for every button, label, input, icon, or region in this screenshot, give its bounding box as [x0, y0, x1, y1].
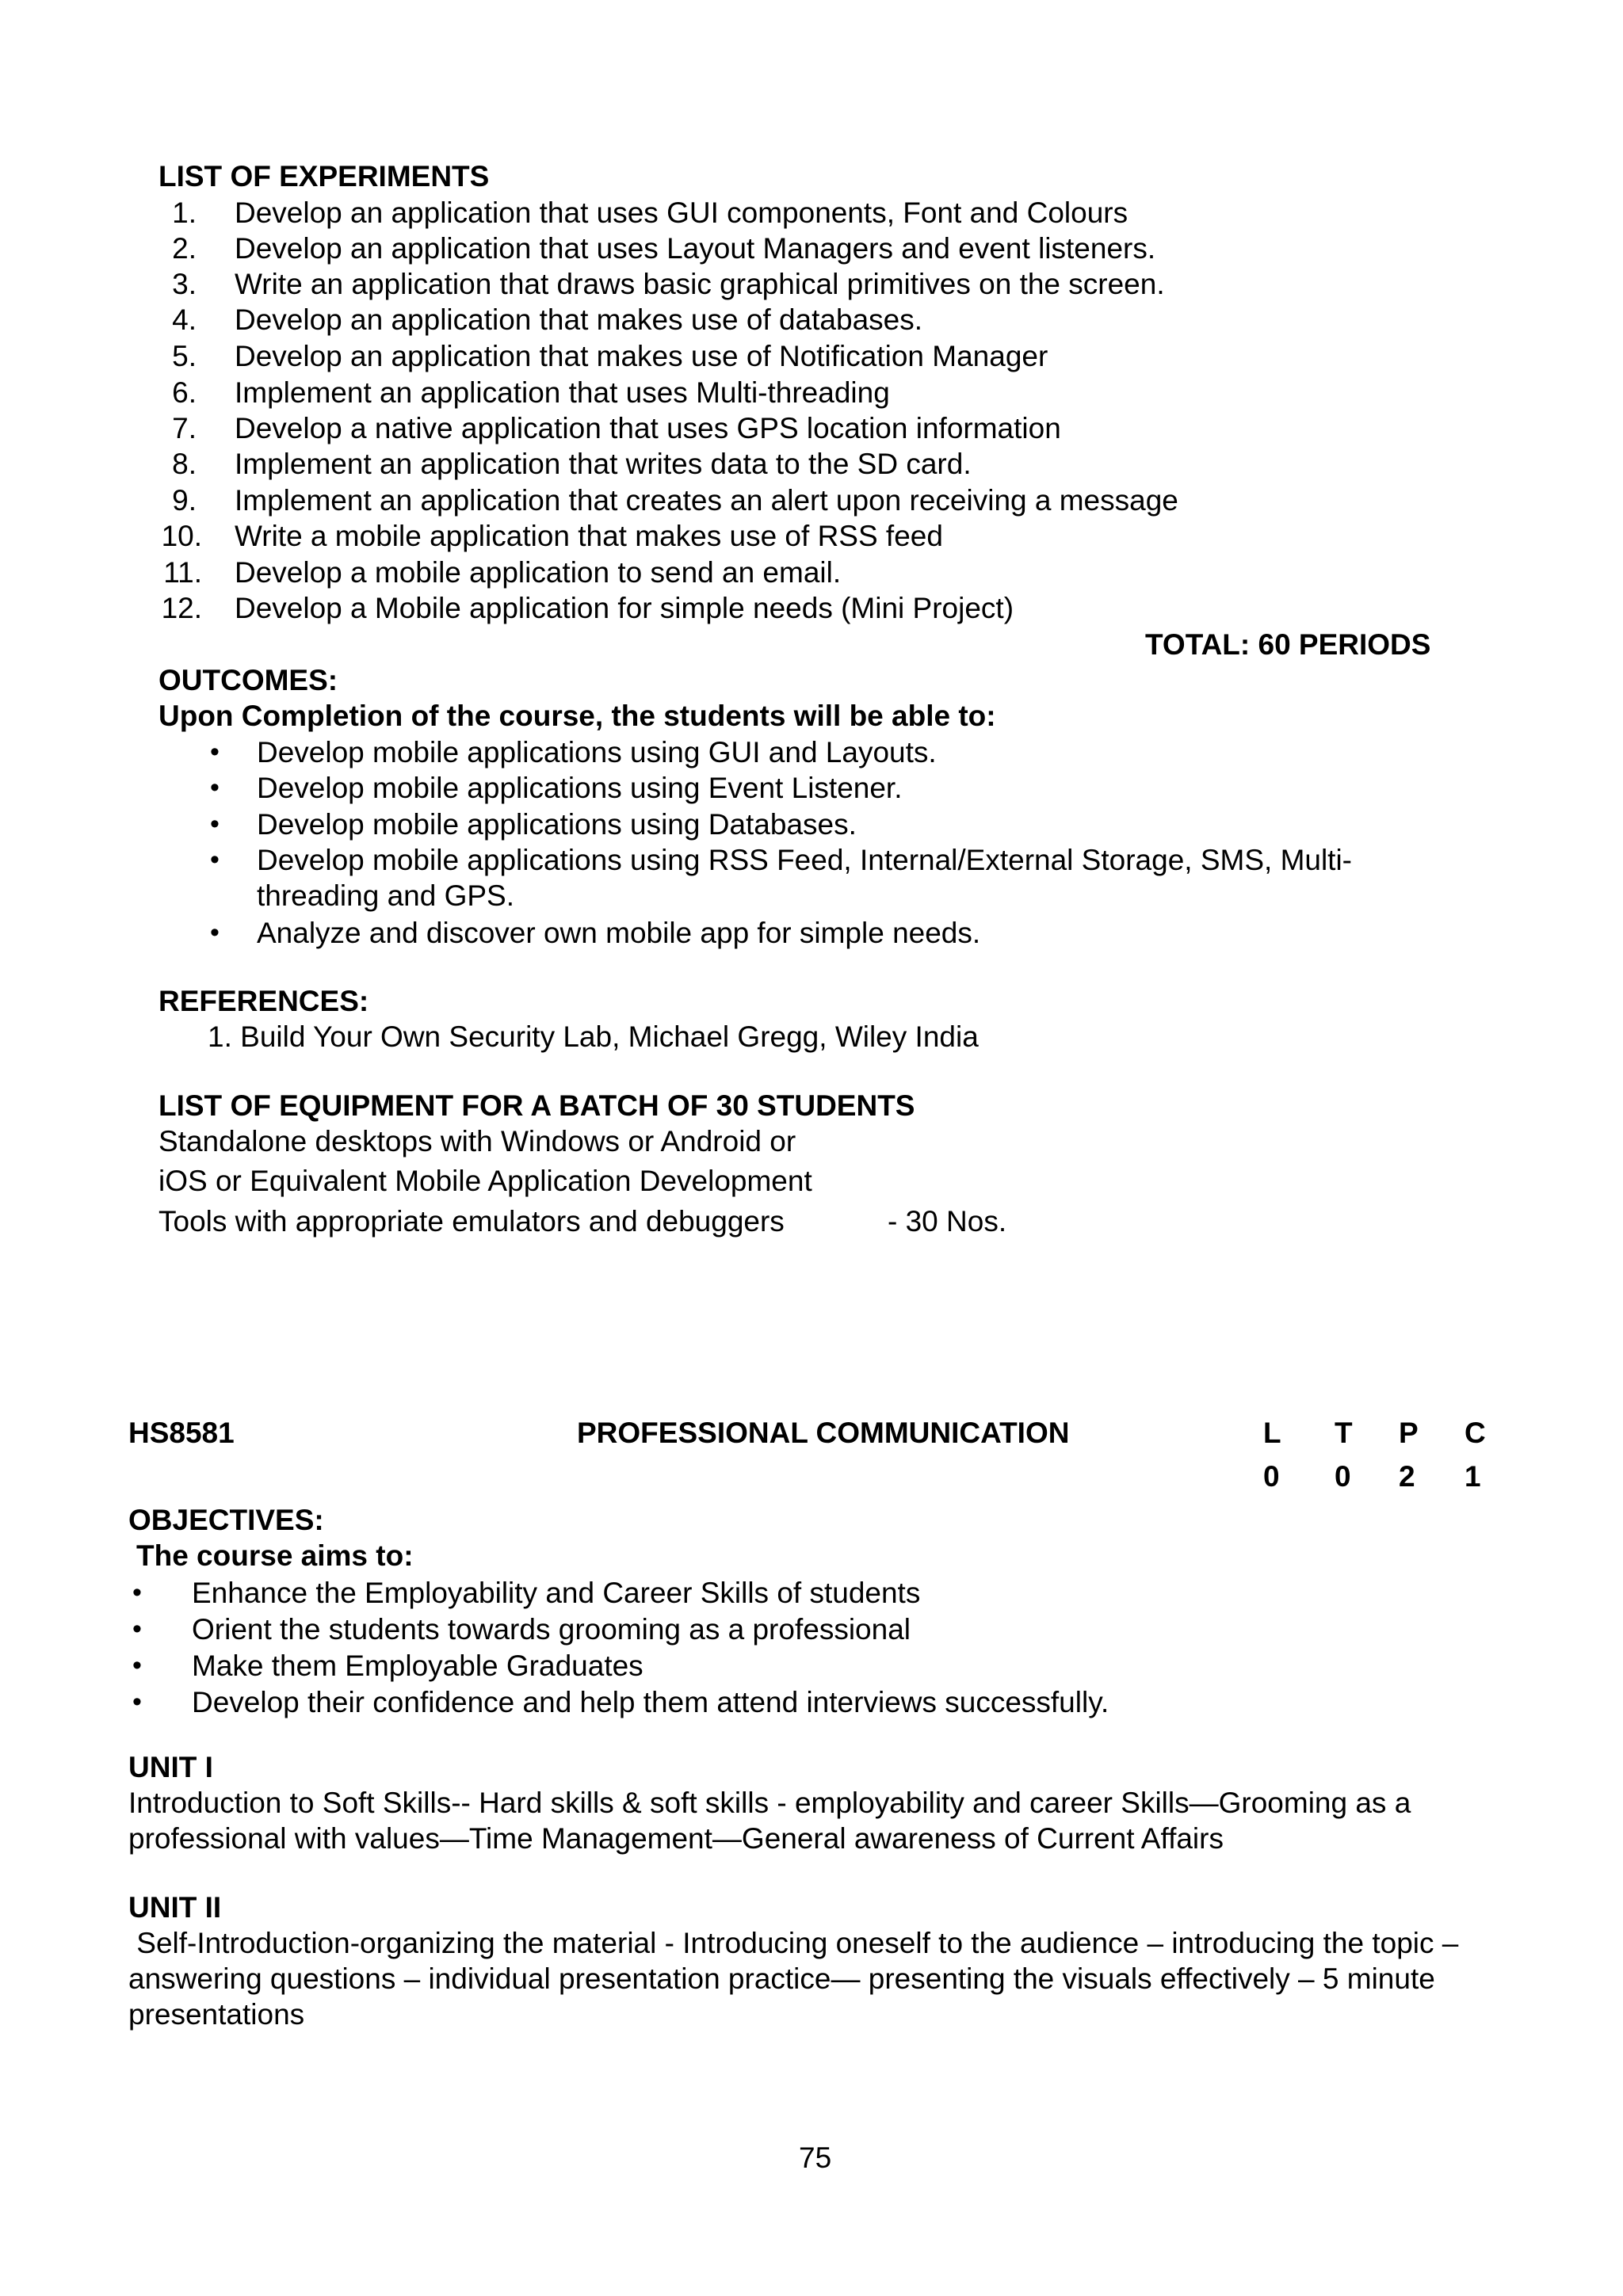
- ltpc-label-c: C: [1465, 1417, 1486, 1449]
- course-code: HS8581: [128, 1417, 235, 1449]
- ltpc-label-l: L: [1263, 1417, 1281, 1449]
- equipment-quantity: - 30 Nos.: [888, 1205, 1007, 1238]
- item-number: 9.: [172, 484, 197, 517]
- ltpc-label-p: P: [1399, 1417, 1419, 1449]
- ltpc-value-t: 0: [1335, 1460, 1351, 1493]
- item-number: 7.: [172, 412, 197, 444]
- item-text: Implement an application that writes data to the SD card.: [235, 448, 972, 480]
- bullet-icon: •: [132, 1687, 142, 1717]
- unit2-line-3: presentations: [128, 1998, 305, 2031]
- item-number: 5.: [172, 340, 197, 372]
- item-number: 8.: [172, 448, 197, 480]
- unit1-line-2: professional with values—Time Management—General awareness of Current Affairs: [128, 1822, 1224, 1855]
- item-text: Develop mobile applications using Databases.: [257, 808, 857, 841]
- item-text: Develop mobile applications using GUI and Layouts.: [257, 736, 937, 769]
- item-text: Develop a mobile application to send an email.: [235, 556, 842, 589]
- unit1-line-1: Introduction to Soft Skills-- Hard skills & soft skills - employability and career Skills—Grooming as a: [128, 1787, 1411, 1819]
- item-text: Orient the students towards grooming as a professional: [192, 1613, 911, 1646]
- item-text: Develop an application that makes use of Notification Manager: [235, 340, 1048, 372]
- course-title: PROFESSIONAL COMMUNICATION: [577, 1417, 1070, 1449]
- bullet-icon: •: [132, 1614, 142, 1644]
- objectives-heading: OBJECTIVES:: [128, 1504, 324, 1536]
- unit2-line-1: Self-Introduction-organizing the material - Introducing oneself to the audience – introducing the topic –: [128, 1927, 1459, 1959]
- item-number: 12.: [161, 592, 202, 624]
- item-number: 1.: [172, 196, 197, 229]
- unit1-heading: UNIT I: [128, 1751, 213, 1783]
- item-text: Develop a native application that uses GPS location information: [235, 412, 1061, 444]
- item-number: 11.: [163, 556, 202, 589]
- item-text: Enhance the Employability and Career Skills of students: [192, 1577, 921, 1609]
- item-number: 2.: [172, 232, 197, 265]
- item-text: Develop an application that makes use of databases.: [235, 303, 923, 336]
- item-text-continued: threading and GPS.: [257, 879, 514, 912]
- item-text: Develop an application that uses GUI components, Font and Colours: [235, 196, 1128, 229]
- item-number: 4.: [172, 303, 197, 336]
- bullet-icon: •: [132, 1650, 142, 1680]
- experiments-heading: LIST OF EXPERIMENTS: [158, 160, 490, 193]
- equipment-heading: LIST OF EQUIPMENT FOR A BATCH OF 30 STUDENTS: [158, 1089, 915, 1122]
- equipment-line-2: iOS or Equivalent Mobile Application Development: [158, 1165, 812, 1197]
- item-text: Implement an application that uses Multi-threading: [235, 376, 890, 409]
- item-number: 3.: [172, 268, 197, 300]
- item-text: Develop an application that uses Layout Managers and event listeners.: [235, 232, 1156, 265]
- unit2-line-2: answering questions – individual presentation practice— presenting the visuals effectively – 5 minute: [128, 1962, 1435, 1995]
- item-text: Make them Employable Graduates: [192, 1650, 643, 1682]
- objectives-intro: The course aims to:: [136, 1539, 414, 1572]
- equipment-line-3: Tools with appropriate emulators and debuggers: [158, 1205, 785, 1238]
- unit2-heading: UNIT II: [128, 1891, 222, 1924]
- item-text: Develop mobile applications using Event Listener.: [257, 772, 903, 804]
- item-number: 6.: [172, 376, 197, 409]
- bullet-icon: •: [210, 809, 220, 839]
- page-number: 75: [799, 2142, 832, 2174]
- references-heading: REFERENCES:: [158, 985, 369, 1017]
- bullet-icon: •: [210, 845, 220, 875]
- outcomes-intro: Upon Completion of the course, the students will be able to:: [158, 700, 996, 732]
- item-text: Develop mobile applications using RSS Feed, Internal/External Storage, SMS, Multi-: [257, 844, 1353, 876]
- outcomes-heading: OUTCOMES:: [158, 664, 338, 696]
- bullet-icon: •: [132, 1577, 142, 1608]
- item-text: Write an application that draws basic graphical primitives on the screen.: [235, 268, 1165, 300]
- bullet-icon: •: [210, 917, 220, 948]
- bullet-icon: •: [210, 772, 220, 803]
- equipment-line-1: Standalone desktops with Windows or Android or: [158, 1125, 796, 1158]
- item-number: 10.: [161, 520, 202, 552]
- item-text: Implement an application that creates an alert upon receiving a message: [235, 484, 1178, 517]
- item-text: Write a mobile application that makes use of RSS feed: [235, 520, 943, 552]
- reference-item: 1. Build Your Own Security Lab, Michael Gregg, Wiley India: [208, 1020, 979, 1053]
- item-text: Develop their confidence and help them attend interviews successfully.: [192, 1686, 1109, 1718]
- item-text: Develop a Mobile application for simple needs (Mini Project): [235, 592, 1014, 624]
- ltpc-value-l: 0: [1263, 1460, 1280, 1493]
- item-text: Analyze and discover own mobile app for simple needs.: [257, 917, 981, 949]
- total-periods: TOTAL: 60 PERIODS: [1145, 628, 1431, 661]
- bullet-icon: •: [210, 737, 220, 767]
- ltpc-value-p: 2: [1399, 1460, 1415, 1493]
- ltpc-value-c: 1: [1465, 1460, 1481, 1493]
- ltpc-label-t: T: [1335, 1417, 1353, 1449]
